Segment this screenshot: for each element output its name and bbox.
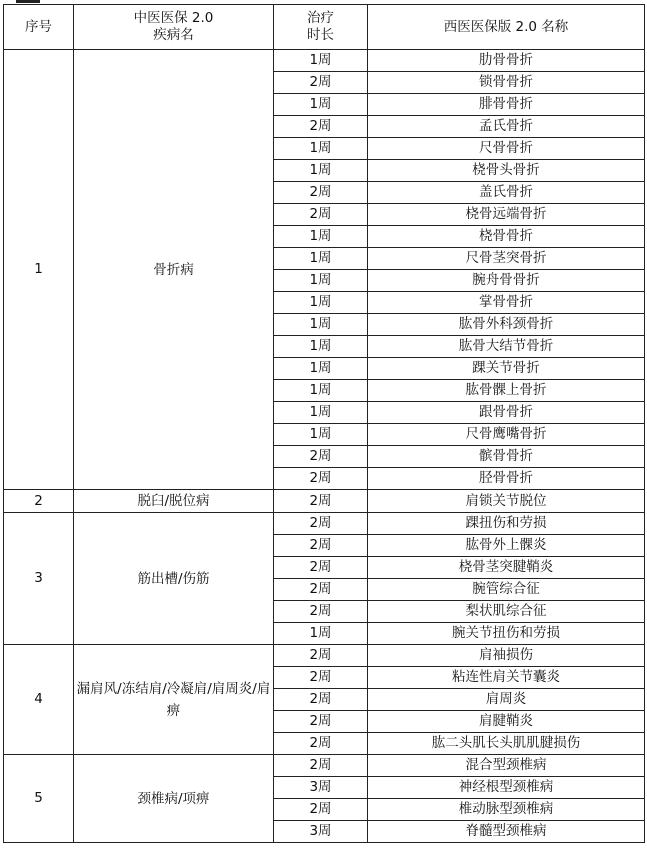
tcm-disease-cell: 脱臼/脱位病 — [74, 490, 274, 513]
western-name-cell: 腕舟骨骨折 — [368, 270, 645, 292]
western-name-cell: 掌骨骨折 — [368, 292, 645, 314]
duration-cell: 2周 — [274, 204, 368, 226]
tcm-disease-cell: 骨折病 — [74, 50, 274, 490]
western-name-cell: 肱骨外科颈骨折 — [368, 314, 645, 336]
duration-cell: 1周 — [274, 292, 368, 314]
duration-cell: 2周 — [274, 535, 368, 557]
western-name-cell: 椎动脉型颈椎病 — [368, 799, 645, 821]
western-name-cell: 尺骨茎突骨折 — [368, 248, 645, 270]
duration-cell: 1周 — [274, 623, 368, 645]
western-name-cell: 肩周炎 — [368, 689, 645, 711]
western-name-cell: 尺骨骨折 — [368, 138, 645, 160]
duration-cell: 1周 — [274, 248, 368, 270]
duration-cell: 1周 — [274, 226, 368, 248]
western-name-cell: 腕管综合征 — [368, 579, 645, 601]
western-name-cell: 脊髓型颈椎病 — [368, 821, 645, 843]
tcm-disease-cell: 颈椎病/项痹 — [74, 755, 274, 843]
duration-cell: 2周 — [274, 733, 368, 755]
header-tcm-disease — [74, 5, 274, 50]
table-row — [4, 50, 645, 72]
duration-cell: 2周 — [274, 601, 368, 623]
western-name-cell: 盖氏骨折 — [368, 182, 645, 204]
duration-cell: 2周 — [274, 72, 368, 94]
seq-cell: 2 — [4, 490, 74, 513]
table-body — [4, 50, 645, 843]
western-name-cell: 肩腱鞘炎 — [368, 711, 645, 733]
header-western-name: 西医医保版 2.0 名称 — [368, 5, 645, 50]
duration-cell: 1周 — [274, 402, 368, 424]
western-name-cell: 跟骨骨折 — [368, 402, 645, 424]
duration-cell: 2周 — [274, 579, 368, 601]
duration-cell: 2周 — [274, 557, 368, 579]
western-name-cell: 肋骨骨折 — [368, 50, 645, 72]
duration-cell: 2周 — [274, 116, 368, 138]
western-name-cell: 肱二头肌长头肌肌腱损伤 — [368, 733, 645, 755]
header-duration-line2: 时长 — [307, 27, 334, 43]
western-name-cell: 桡骨骨折 — [368, 226, 645, 248]
table-row — [4, 513, 645, 535]
duration-cell: 1周 — [274, 160, 368, 182]
western-name-cell: 孟氏骨折 — [368, 116, 645, 138]
western-name-cell: 梨状肌综合征 — [368, 601, 645, 623]
header-row — [4, 5, 645, 50]
seq-cell: 3 — [4, 513, 74, 645]
western-name-cell: 肩袖损伤 — [368, 645, 645, 667]
tcm-disease-cell: 筋出槽/伤筋 — [74, 513, 274, 645]
western-name-cell: 尺骨鹰嘴骨折 — [368, 424, 645, 446]
western-name-cell: 桡骨远端骨折 — [368, 204, 645, 226]
header-tcm-line1: 中医医保 2.0 — [133, 10, 214, 26]
seq-cell: 1 — [4, 50, 74, 490]
western-name-cell: 混合型颈椎病 — [368, 755, 645, 777]
duration-cell: 2周 — [274, 468, 368, 490]
western-name-cell: 锁骨骨折 — [368, 72, 645, 94]
header-duration-line1: 治疗 — [307, 10, 334, 26]
western-name-cell: 髌骨骨折 — [368, 446, 645, 468]
western-name-cell: 桡骨头骨折 — [368, 160, 645, 182]
duration-cell: 2周 — [274, 711, 368, 733]
table-row — [4, 755, 645, 777]
western-name-cell: 粘连性肩关节囊炎 — [368, 667, 645, 689]
western-name-cell: 桡骨茎突腱鞘炎 — [368, 557, 645, 579]
duration-cell: 2周 — [274, 667, 368, 689]
duration-cell: 2周 — [274, 490, 368, 513]
duration-cell: 2周 — [274, 755, 368, 777]
duration-cell: 3周 — [274, 821, 368, 843]
tcm-disease-cell: 漏肩风/冻结肩/冷凝肩/肩周炎/肩痹 — [74, 645, 274, 755]
seq-cell: 5 — [4, 755, 74, 843]
header-seq: 序号 — [4, 5, 74, 50]
western-name-cell: 胫骨骨折 — [368, 468, 645, 490]
table-row — [4, 490, 645, 513]
duration-cell: 2周 — [274, 513, 368, 535]
duration-cell: 2周 — [274, 689, 368, 711]
western-name-cell: 肱骨大结节骨折 — [368, 336, 645, 358]
duration-cell: 1周 — [274, 270, 368, 292]
western-name-cell: 踝关节骨折 — [368, 358, 645, 380]
duration-cell: 1周 — [274, 50, 368, 72]
western-name-cell: 腕关节扭伤和劳损 — [368, 623, 645, 645]
duration-cell: 2周 — [274, 182, 368, 204]
western-name-cell: 神经根型颈椎病 — [368, 777, 645, 799]
duration-cell: 1周 — [274, 138, 368, 160]
duration-cell: 1周 — [274, 380, 368, 402]
disease-table — [3, 4, 645, 843]
western-name-cell: 肱骨外上髁炎 — [368, 535, 645, 557]
western-name-cell: 踝扭伤和劳损 — [368, 513, 645, 535]
seq-cell: 4 — [4, 645, 74, 755]
duration-cell: 2周 — [274, 799, 368, 821]
header-tcm-line2: 疾病名 — [153, 27, 194, 43]
duration-cell: 1周 — [274, 314, 368, 336]
duration-cell: 1周 — [274, 358, 368, 380]
duration-cell: 3周 — [274, 777, 368, 799]
duration-cell: 1周 — [274, 424, 368, 446]
western-name-cell: 肱骨髁上骨折 — [368, 380, 645, 402]
header-duration — [274, 5, 368, 50]
duration-cell: 2周 — [274, 645, 368, 667]
duration-cell: 2周 — [274, 446, 368, 468]
western-name-cell: 腓骨骨折 — [368, 94, 645, 116]
table-row — [4, 645, 645, 667]
duration-cell: 1周 — [274, 336, 368, 358]
top-edge-mark — [16, 0, 40, 3]
western-name-cell: 肩锁关节脱位 — [368, 490, 645, 513]
duration-cell: 1周 — [274, 94, 368, 116]
